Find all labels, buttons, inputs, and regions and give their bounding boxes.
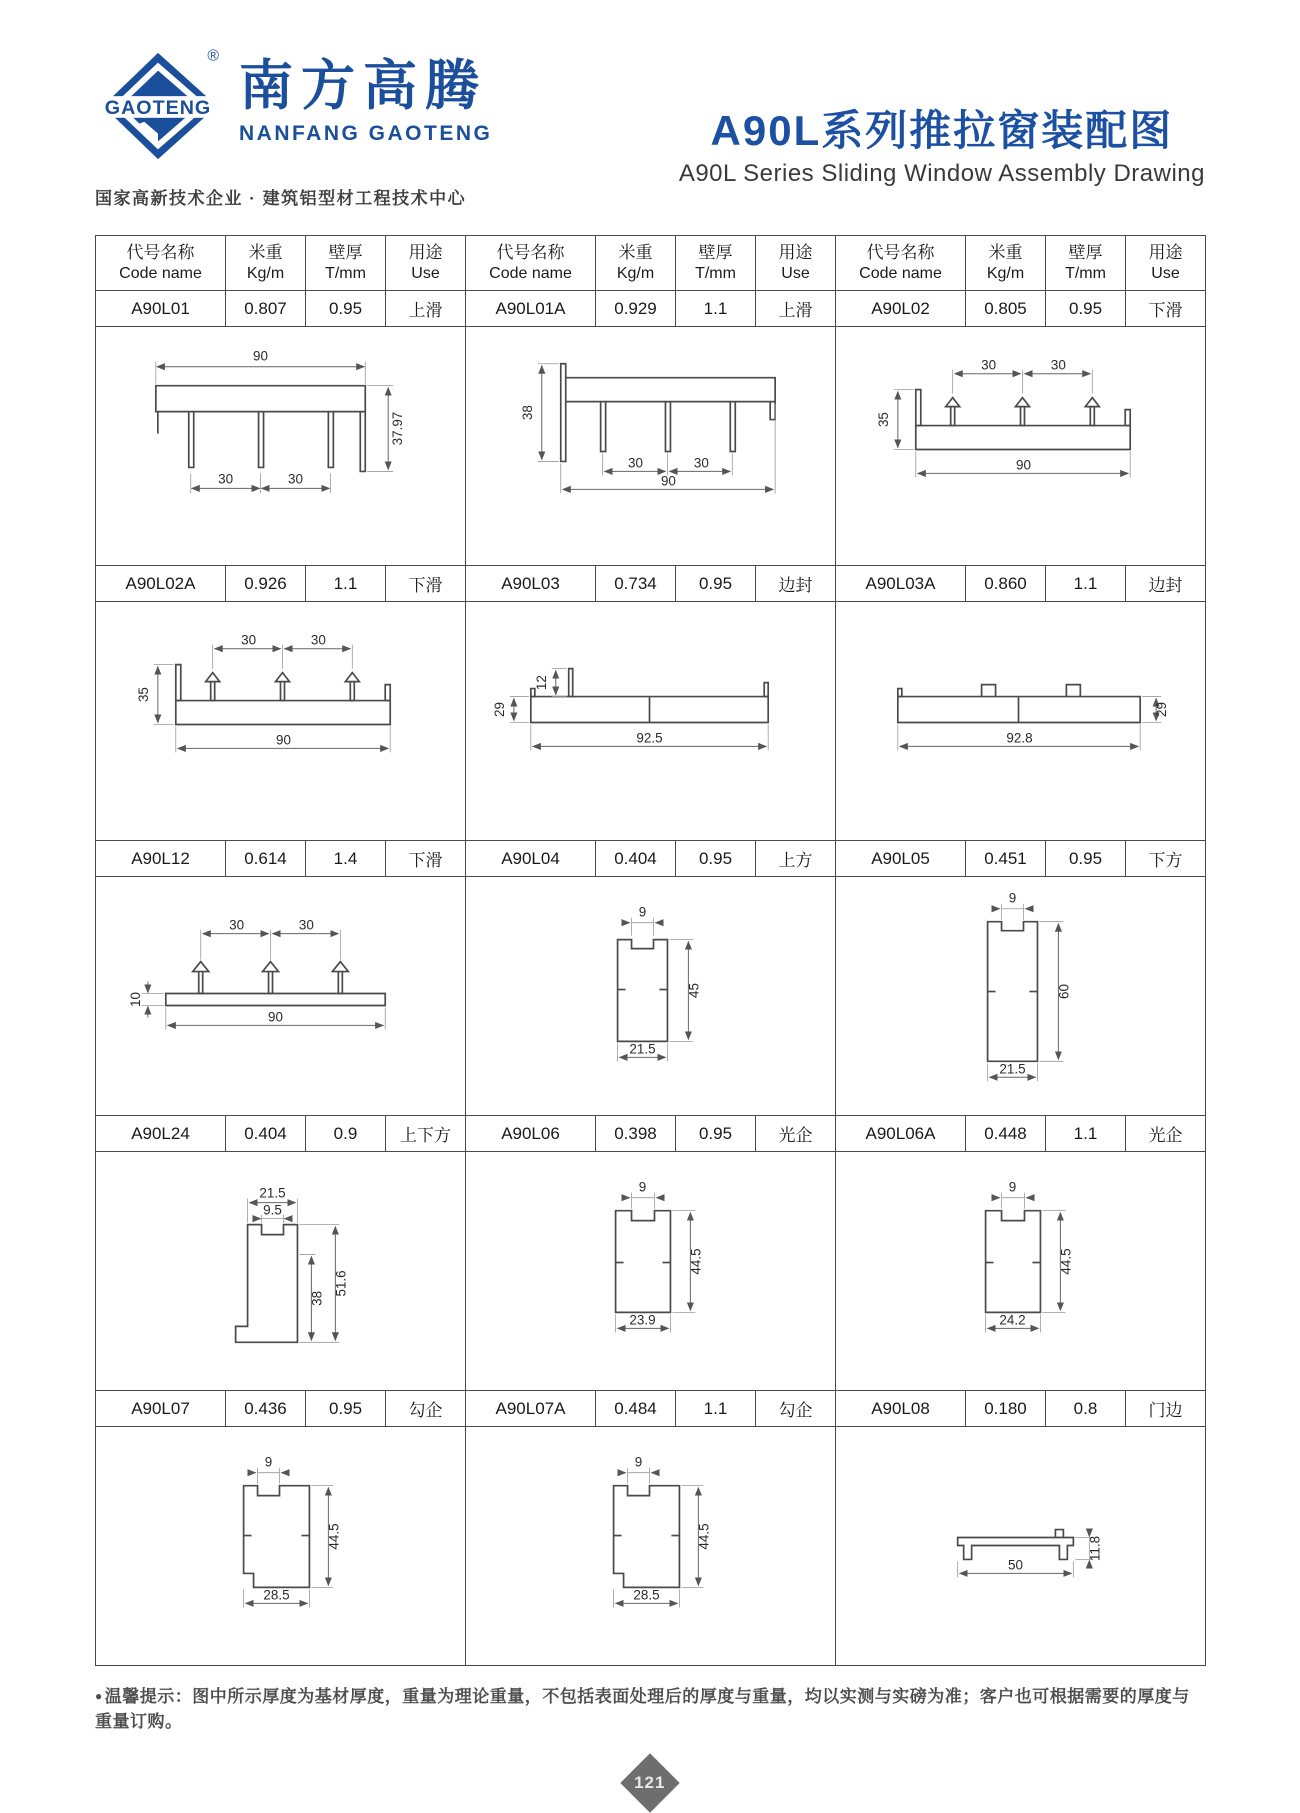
- profile-use: 上方: [756, 841, 836, 877]
- dimensions: [876, 358, 1130, 478]
- profile-weight: 0.929: [596, 291, 676, 327]
- footer-note: [95, 1682, 1205, 1732]
- profile-weight: 0.180: [966, 1391, 1046, 1427]
- dim-label: 29: [1154, 702, 1170, 718]
- dim-label: 9: [1008, 1179, 1017, 1195]
- col-header-code: 代号名称 Code name: [836, 236, 966, 291]
- dim-label: 30: [287, 471, 303, 487]
- profile-thickness: 0.95: [306, 1391, 386, 1427]
- dim-label: 21.5: [259, 1185, 286, 1201]
- profile-weight: 0.807: [226, 291, 306, 327]
- drawing-row: [96, 877, 1206, 1116]
- dim-label: 90: [253, 348, 269, 364]
- profile-outline: [561, 364, 775, 462]
- profile-use: 下滑: [386, 841, 466, 877]
- footer-note-text: 温馨提示：图中所示厚度为基材厚度，重量为理论重量，不包括表面处理后的厚度与重量，均以实测与实磅为准；客户也可根据需要的厚度与重量订购。: [95, 1687, 1190, 1731]
- profile-drawing-a90l06: [466, 1152, 836, 1391]
- dim-label: 30: [981, 357, 997, 373]
- title-block: [679, 46, 1205, 188]
- profile-code: A90L04: [466, 841, 596, 877]
- drawing-row: [96, 327, 1206, 566]
- logo-wordmark: GAOTENG: [104, 96, 212, 119]
- dim-label: 44.5: [1058, 1248, 1074, 1275]
- dim-label: 38: [519, 405, 535, 421]
- profile-thickness: 1.1: [676, 291, 756, 327]
- profile-thickness: 1.1: [1046, 1116, 1126, 1152]
- profile-outline: [614, 1486, 680, 1588]
- profile-code: A90L06: [466, 1116, 596, 1152]
- dimensions: [520, 364, 775, 494]
- profile-drawing-a90l01: [96, 327, 466, 566]
- profile-weight: 0.734: [596, 566, 676, 602]
- profile-thickness: 0.95: [1046, 841, 1126, 877]
- dim-label: 21.5: [999, 1061, 1026, 1077]
- profile-code: A90L03A: [836, 566, 966, 602]
- dim-label: 9: [638, 1179, 647, 1195]
- profile-thickness: 0.9: [306, 1116, 386, 1152]
- dim-label: 30: [218, 471, 234, 487]
- profile-weight: 0.436: [226, 1391, 306, 1427]
- dimensions: [986, 1180, 1074, 1333]
- dim-label: 12: [533, 675, 549, 691]
- profile-thickness: 0.95: [676, 566, 756, 602]
- dim-label: 9: [634, 1454, 643, 1470]
- profile-drawing-a90l05: [836, 877, 1206, 1116]
- profile-use: 上下方: [386, 1116, 466, 1152]
- dim-label: 29: [491, 702, 507, 718]
- profile-code: A90L08: [836, 1391, 966, 1427]
- brand-text: [239, 46, 492, 146]
- profile-drawing-a90l24: [96, 1152, 466, 1391]
- profile-use: 门边: [1126, 1391, 1206, 1427]
- dimensions: [614, 1455, 712, 1608]
- col-header-thickness: 壁厚 T/mm: [306, 236, 386, 291]
- profile-code: A90L02: [836, 291, 966, 327]
- profile-thickness: 1.1: [676, 1391, 756, 1427]
- col-header-code: 代号名称 Code name: [96, 236, 226, 291]
- profile-outline: [244, 1486, 310, 1588]
- gaoteng-logo-icon: [95, 46, 223, 166]
- brand-tagline: 国家高新技术企业 · 建筑铝型材工程技术中心: [95, 189, 467, 208]
- dimensions: [958, 1529, 1103, 1578]
- profile-weight: 0.614: [226, 841, 306, 877]
- dim-label: 50: [1008, 1557, 1023, 1573]
- profile-outline: [898, 685, 1140, 723]
- profile-drawing-a90l07a: [466, 1427, 836, 1666]
- dim-label: 30: [693, 455, 709, 471]
- drawing-row: [96, 1152, 1206, 1391]
- profile-drawing-a90l02: [836, 327, 1206, 566]
- profile-drawing-a90l01a: [466, 327, 836, 566]
- profile-thickness: 0.95: [1046, 291, 1126, 327]
- col-header-thickness: 壁厚 T/mm: [1046, 236, 1126, 291]
- profile-thickness: 0.8: [1046, 1391, 1126, 1427]
- col-header-use: 用途 Use: [1126, 236, 1206, 291]
- profile-use: 勾企: [386, 1391, 466, 1427]
- dim-label: 44.5: [696, 1523, 712, 1550]
- profile-outline: [986, 1211, 1041, 1313]
- dim-label: 9: [1008, 890, 1017, 906]
- dim-label: 90: [276, 732, 291, 748]
- dim-label: 35: [875, 412, 891, 428]
- profile-use: 下滑: [386, 566, 466, 602]
- dim-label: 44.5: [326, 1523, 342, 1550]
- profile-drawing-a90l02a: [96, 602, 466, 841]
- profile-outline: [531, 669, 768, 723]
- table-header-row: [96, 236, 1206, 291]
- page-title-cn: A90L系列推拉窗装配图: [710, 107, 1174, 154]
- profile-use: 勾企: [756, 1391, 836, 1427]
- profile-drawing-a90l04: [466, 877, 836, 1116]
- table-row: [96, 1116, 1206, 1152]
- table-row: [96, 566, 1206, 602]
- dim-label: 35: [135, 687, 151, 703]
- col-header-code: 代号名称 Code name: [466, 236, 596, 291]
- dim-label: 92.8: [1006, 730, 1033, 746]
- col-header-weight: 米重 Kg/m: [966, 236, 1046, 291]
- profile-drawing-a90l03a: [836, 602, 1206, 841]
- profile-code: A90L24: [96, 1116, 226, 1152]
- profile-use: 下滑: [1126, 291, 1206, 327]
- profile-drawing-a90l03: [466, 602, 836, 841]
- profile-code: A90L07A: [466, 1391, 596, 1427]
- profile-thickness: 0.95: [306, 291, 386, 327]
- profile-weight: 0.398: [596, 1116, 676, 1152]
- dim-label: 10: [127, 992, 143, 1007]
- profile-use: 光企: [1126, 1116, 1206, 1152]
- profile-use: 上滑: [386, 291, 466, 327]
- profile-code: A90L02A: [96, 566, 226, 602]
- dim-label: 9: [264, 1454, 273, 1470]
- dim-label: 37.97: [390, 411, 406, 446]
- profile-code: A90L03: [466, 566, 596, 602]
- profile-weight: 0.926: [226, 566, 306, 602]
- dim-label: 30: [1050, 357, 1066, 373]
- dim-label: 90: [1016, 457, 1031, 473]
- dimensions: [244, 1455, 342, 1608]
- drawing-row: [96, 1427, 1206, 1666]
- profile-outline: [156, 386, 365, 472]
- dimensions: [492, 669, 768, 751]
- profile-outline: [616, 1211, 671, 1313]
- dim-label: 60: [1056, 984, 1072, 999]
- col-header-thickness: 壁厚 T/mm: [676, 236, 756, 291]
- page-number-badge: [620, 1753, 679, 1812]
- profile-code: A90L06A: [836, 1116, 966, 1152]
- profile-outline: [916, 390, 1130, 450]
- profile-code: A90L01A: [466, 291, 596, 327]
- profile-use: 边封: [1126, 566, 1206, 602]
- dim-label: 51.6: [333, 1270, 349, 1297]
- profile-outline: [236, 1225, 298, 1343]
- registered-mark: ®: [207, 47, 219, 65]
- profile-thickness: 0.95: [676, 1116, 756, 1152]
- dim-label: 90: [268, 1009, 283, 1025]
- profile-outline: [958, 1530, 1074, 1560]
- dim-label: 24.2: [999, 1312, 1026, 1328]
- dimensions: [128, 918, 385, 1030]
- col-header-use: 用途 Use: [756, 236, 836, 291]
- col-header-weight: 米重 Kg/m: [226, 236, 306, 291]
- profile-use: 下方: [1126, 841, 1206, 877]
- profile-table: [95, 235, 1206, 1666]
- brand-name-cn: 南方高腾: [239, 56, 487, 116]
- dim-label: 44.5: [688, 1248, 704, 1275]
- brand-block: [95, 46, 492, 209]
- dim-label: 28.5: [633, 1587, 660, 1603]
- profile-outline: [176, 665, 390, 725]
- brand-name-en: NANFANG GAOTENG: [239, 121, 493, 145]
- profile-drawing-a90l12: [96, 877, 466, 1116]
- profile-weight: 0.805: [966, 291, 1046, 327]
- profile-weight: 0.484: [596, 1391, 676, 1427]
- profile-thickness: 1.4: [306, 841, 386, 877]
- dim-label: 30: [298, 917, 314, 933]
- table-row: [96, 1391, 1206, 1427]
- dim-label: 38: [309, 1290, 325, 1306]
- table-row: [96, 291, 1206, 327]
- profile-drawing-a90l08: [836, 1427, 1206, 1666]
- profile-drawing-a90l07: [96, 1427, 466, 1666]
- dim-label: 45: [686, 983, 702, 998]
- page-header: [95, 46, 1205, 209]
- profile-weight: 0.451: [966, 841, 1046, 877]
- dim-label: 23.9: [629, 1312, 656, 1328]
- dim-label: 21.5: [629, 1041, 656, 1057]
- page-title-en: A90L Series Sliding Window Assembly Drawing: [678, 160, 1205, 188]
- profile-thickness: 0.95: [676, 841, 756, 877]
- profile-use: 光企: [756, 1116, 836, 1152]
- dim-label: 9: [638, 904, 647, 920]
- dim-label: 30: [241, 632, 257, 648]
- dimensions: [898, 697, 1169, 751]
- dim-label: 92.5: [636, 730, 663, 746]
- profile-thickness: 1.1: [1046, 566, 1126, 602]
- profile-code: A90L01: [96, 291, 226, 327]
- profile-code: A90L05: [836, 841, 966, 877]
- page-number: 121: [634, 1773, 666, 1792]
- profile-outline: [988, 922, 1038, 1062]
- dim-label: 90: [660, 473, 676, 489]
- dim-label: 9.5: [263, 1202, 282, 1218]
- profile-weight: 0.448: [966, 1116, 1046, 1152]
- profile-outline: [618, 940, 668, 1042]
- dim-label: 11.8: [1087, 1535, 1103, 1562]
- profile-code: A90L12: [96, 841, 226, 877]
- profile-drawing-a90l06a: [836, 1152, 1206, 1391]
- profile-weight: 0.860: [966, 566, 1046, 602]
- col-header-weight: 米重 Kg/m: [596, 236, 676, 291]
- dimensions: [988, 891, 1072, 1082]
- dimensions: [616, 1180, 704, 1333]
- profile-weight: 0.404: [226, 1116, 306, 1152]
- dim-label: 28.5: [263, 1587, 290, 1603]
- profile-weight: 0.404: [596, 841, 676, 877]
- dim-label: 30: [229, 917, 245, 933]
- dimensions: [136, 633, 390, 753]
- bullet-icon: ●: [95, 1689, 103, 1703]
- profile-outline: [166, 962, 385, 1006]
- profile-use: 边封: [756, 566, 836, 602]
- profile-code: A90L07: [96, 1391, 226, 1427]
- dimensions: [618, 905, 702, 1062]
- profile-thickness: 1.1: [306, 566, 386, 602]
- dim-label: 30: [628, 455, 644, 471]
- drawing-row: [96, 602, 1206, 841]
- dim-label: 30: [310, 632, 326, 648]
- col-header-use: 用途 Use: [386, 236, 466, 291]
- table-row: [96, 841, 1206, 877]
- profile-use: 上滑: [756, 291, 836, 327]
